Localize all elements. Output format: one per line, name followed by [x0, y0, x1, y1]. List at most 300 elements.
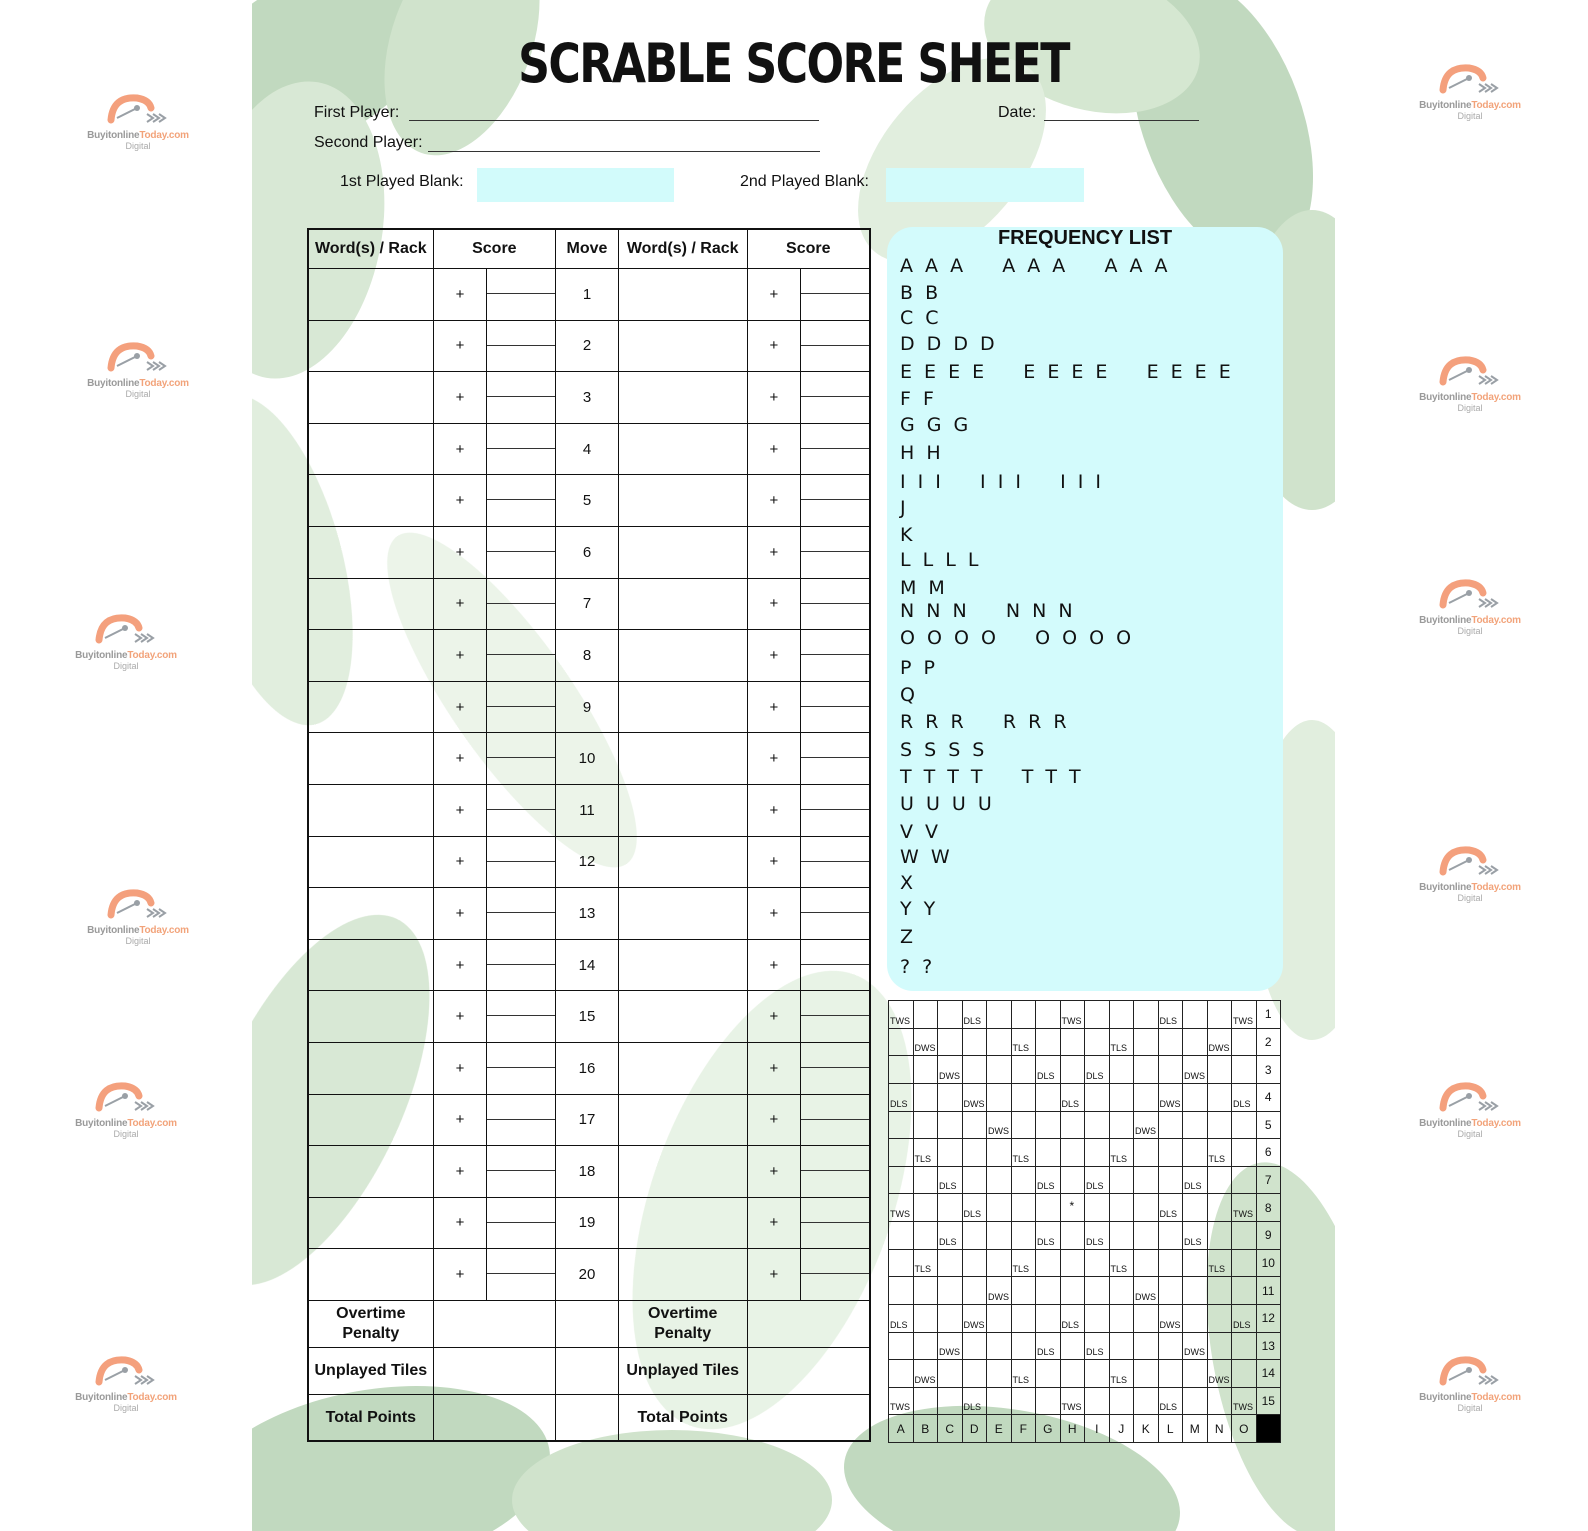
- board-cell[interactable]: [1183, 1139, 1208, 1167]
- board-cell[interactable]: [1109, 1360, 1134, 1388]
- player1-word-cell[interactable]: [308, 630, 433, 682]
- board-cell[interactable]: [1183, 1028, 1208, 1056]
- board-cell[interactable]: [987, 1304, 1012, 1332]
- board-cell[interactable]: [938, 1111, 963, 1139]
- player2-score-cell[interactable]: [801, 269, 870, 321]
- player1-score-cell[interactable]: [487, 269, 556, 321]
- first-player-line[interactable]: [409, 120, 819, 121]
- board-cell[interactable]: [1109, 1194, 1134, 1222]
- player2-score-cell[interactable]: [801, 733, 870, 785]
- board-cell[interactable]: [1183, 1360, 1208, 1388]
- board-cell[interactable]: [913, 1001, 938, 1029]
- board-cell[interactable]: [1011, 1304, 1036, 1332]
- board-cell[interactable]: [1036, 1028, 1061, 1056]
- board-cell[interactable]: [938, 1360, 963, 1388]
- player2-score-cell[interactable]: [801, 372, 870, 424]
- board-cell[interactable]: [938, 1249, 963, 1277]
- player1-word-cell[interactable]: [308, 836, 433, 888]
- board-cell[interactable]: [913, 1360, 938, 1388]
- board-cell[interactable]: [1011, 1222, 1036, 1250]
- board-cell[interactable]: [889, 1139, 914, 1167]
- board-cell[interactable]: [987, 1249, 1012, 1277]
- total-points-value-2[interactable]: [747, 1394, 870, 1441]
- board-cell[interactable]: [1060, 1111, 1085, 1139]
- board-cell[interactable]: [1036, 1111, 1061, 1139]
- board-cell[interactable]: [1060, 1277, 1085, 1305]
- board-cell[interactable]: [1183, 1083, 1208, 1111]
- player2-word-cell[interactable]: [618, 320, 747, 372]
- player1-score-cell[interactable]: [487, 733, 556, 785]
- second-player-line[interactable]: [428, 151, 820, 152]
- board-cell[interactable]: [987, 1222, 1012, 1250]
- board-cell[interactable]: [1232, 1028, 1257, 1056]
- overtime-penalty-value-2[interactable]: [747, 1300, 870, 1347]
- board-cell[interactable]: [1207, 1360, 1232, 1388]
- player2-score-cell[interactable]: [801, 681, 870, 733]
- board-cell[interactable]: [1060, 1139, 1085, 1167]
- player1-score-cell[interactable]: [487, 991, 556, 1043]
- board-cell[interactable]: [889, 1304, 914, 1332]
- board-cell[interactable]: [1109, 1304, 1134, 1332]
- board-cell[interactable]: [913, 1332, 938, 1360]
- board-cell[interactable]: [1158, 1194, 1183, 1222]
- player1-score-cell[interactable]: [487, 630, 556, 682]
- board-cell[interactable]: [1207, 1304, 1232, 1332]
- board-cell[interactable]: [987, 1056, 1012, 1084]
- board-cell[interactable]: [1085, 1111, 1110, 1139]
- player1-word-cell[interactable]: [308, 1197, 433, 1249]
- player2-score-cell[interactable]: [801, 475, 870, 527]
- board-cell[interactable]: [1060, 1360, 1085, 1388]
- board-cell[interactable]: [1011, 1194, 1036, 1222]
- player1-word-cell[interactable]: [308, 1249, 433, 1301]
- board-cell[interactable]: [1036, 1166, 1061, 1194]
- player1-score-cell[interactable]: [487, 423, 556, 475]
- board-cell[interactable]: [1232, 1166, 1257, 1194]
- board-cell[interactable]: [1134, 1304, 1159, 1332]
- board-cell[interactable]: [1207, 1083, 1232, 1111]
- board-cell[interactable]: [938, 1387, 963, 1415]
- board-cell[interactable]: [1060, 1001, 1085, 1029]
- player2-word-cell[interactable]: [618, 836, 747, 888]
- board-cell[interactable]: [1060, 1249, 1085, 1277]
- board-cell[interactable]: [1134, 1360, 1159, 1388]
- board-cell[interactable]: [1158, 1001, 1183, 1029]
- board-cell[interactable]: [1134, 1194, 1159, 1222]
- board-cell[interactable]: [1232, 1139, 1257, 1167]
- board-cell[interactable]: [1134, 1056, 1159, 1084]
- board-cell[interactable]: [913, 1194, 938, 1222]
- board-cell[interactable]: [938, 1139, 963, 1167]
- player2-word-cell[interactable]: [618, 681, 747, 733]
- board-cell[interactable]: [1011, 1277, 1036, 1305]
- player2-word-cell[interactable]: [618, 269, 747, 321]
- board-cell[interactable]: [889, 1166, 914, 1194]
- player2-word-cell[interactable]: [618, 888, 747, 940]
- board-cell[interactable]: [987, 1387, 1012, 1415]
- board-cell[interactable]: [1207, 1387, 1232, 1415]
- board-cell[interactable]: [1158, 1277, 1183, 1305]
- board-cell[interactable]: [1207, 1277, 1232, 1305]
- player1-word-cell[interactable]: [308, 784, 433, 836]
- board-cell[interactable]: [962, 1277, 987, 1305]
- board-cell[interactable]: [1060, 1166, 1085, 1194]
- board-cell[interactable]: [1085, 1001, 1110, 1029]
- player1-word-cell[interactable]: [308, 991, 433, 1043]
- board-cell[interactable]: [1060, 1332, 1085, 1360]
- board-cell[interactable]: [1158, 1111, 1183, 1139]
- board-cell[interactable]: [1158, 1387, 1183, 1415]
- board-cell[interactable]: [1232, 1056, 1257, 1084]
- board-cell[interactable]: [962, 1304, 987, 1332]
- player1-word-cell[interactable]: [308, 733, 433, 785]
- board-cell[interactable]: [1060, 1056, 1085, 1084]
- board-cell[interactable]: [1183, 1387, 1208, 1415]
- board-cell[interactable]: [1109, 1387, 1134, 1415]
- player1-score-cell[interactable]: [487, 1249, 556, 1301]
- total-points-value-1[interactable]: [433, 1394, 555, 1441]
- player1-word-cell[interactable]: [308, 578, 433, 630]
- board-cell[interactable]: [1207, 1111, 1232, 1139]
- board-cell[interactable]: [1232, 1387, 1257, 1415]
- board-cell[interactable]: [1183, 1056, 1208, 1084]
- board-cell[interactable]: [913, 1056, 938, 1084]
- board-cell[interactable]: [1109, 1056, 1134, 1084]
- board-cell[interactable]: [1134, 1139, 1159, 1167]
- board-cell[interactable]: [1158, 1249, 1183, 1277]
- board-cell[interactable]: [1036, 1001, 1061, 1029]
- board-cell[interactable]: [1085, 1332, 1110, 1360]
- board-cell[interactable]: [1207, 1166, 1232, 1194]
- board-cell[interactable]: [987, 1332, 1012, 1360]
- board-cell[interactable]: [1158, 1028, 1183, 1056]
- board-cell[interactable]: [962, 1166, 987, 1194]
- player1-score-cell[interactable]: [487, 1094, 556, 1146]
- board-cell[interactable]: [938, 1028, 963, 1056]
- board-cell[interactable]: [889, 1056, 914, 1084]
- board-cell[interactable]: [1158, 1222, 1183, 1250]
- board-cell[interactable]: [1183, 1194, 1208, 1222]
- board-cell[interactable]: [913, 1083, 938, 1111]
- board-cell[interactable]: [1232, 1249, 1257, 1277]
- player1-score-cell[interactable]: [487, 888, 556, 940]
- board-cell[interactable]: [1011, 1387, 1036, 1415]
- player1-word-cell[interactable]: [308, 888, 433, 940]
- board-cell[interactable]: [1085, 1056, 1110, 1084]
- board-cell[interactable]: [1134, 1111, 1159, 1139]
- board-cell[interactable]: [1109, 1166, 1134, 1194]
- board-cell[interactable]: [962, 1360, 987, 1388]
- board-cell[interactable]: [938, 1001, 963, 1029]
- board-cell[interactable]: [1232, 1277, 1257, 1305]
- board-cell[interactable]: [913, 1111, 938, 1139]
- player2-word-cell[interactable]: [618, 578, 747, 630]
- board-cell[interactable]: [1011, 1360, 1036, 1388]
- player1-score-cell[interactable]: [487, 1197, 556, 1249]
- board-cell[interactable]: [1207, 1001, 1232, 1029]
- board-cell[interactable]: [1232, 1304, 1257, 1332]
- board-cell[interactable]: [889, 1277, 914, 1305]
- board-cell[interactable]: [987, 1194, 1012, 1222]
- board-cell[interactable]: [889, 1360, 914, 1388]
- board-cell[interactable]: [962, 1249, 987, 1277]
- board-cell[interactable]: [1036, 1360, 1061, 1388]
- board-cell[interactable]: [1232, 1332, 1257, 1360]
- board-cell[interactable]: [962, 1056, 987, 1084]
- board-cell[interactable]: [1011, 1056, 1036, 1084]
- board-cell[interactable]: [1011, 1139, 1036, 1167]
- board-cell[interactable]: [889, 1194, 914, 1222]
- board-cell[interactable]: [1183, 1249, 1208, 1277]
- board-cell[interactable]: [1085, 1360, 1110, 1388]
- board-cell[interactable]: [987, 1360, 1012, 1388]
- board-cell[interactable]: [1109, 1277, 1134, 1305]
- board-cell[interactable]: [938, 1166, 963, 1194]
- board-cell[interactable]: [962, 1083, 987, 1111]
- player2-score-cell[interactable]: [801, 939, 870, 991]
- player1-score-cell[interactable]: [487, 1042, 556, 1094]
- board-cell[interactable]: [1183, 1001, 1208, 1029]
- player2-score-cell[interactable]: [801, 1197, 870, 1249]
- board-cell[interactable]: [1060, 1387, 1085, 1415]
- board-cell[interactable]: [1207, 1056, 1232, 1084]
- board-cell[interactable]: [1036, 1056, 1061, 1084]
- board-cell[interactable]: [1158, 1139, 1183, 1167]
- player2-word-cell[interactable]: [618, 1094, 747, 1146]
- player1-score-cell[interactable]: [487, 320, 556, 372]
- player2-word-cell[interactable]: [618, 423, 747, 475]
- board-cell[interactable]: [1232, 1111, 1257, 1139]
- board-cell[interactable]: [1109, 1249, 1134, 1277]
- player2-score-cell[interactable]: [801, 526, 870, 578]
- player1-word-cell[interactable]: [308, 423, 433, 475]
- player2-word-cell[interactable]: [618, 475, 747, 527]
- board-cell[interactable]: [1109, 1332, 1134, 1360]
- player2-score-cell[interactable]: [801, 423, 870, 475]
- board-cell[interactable]: [1207, 1194, 1232, 1222]
- player2-word-cell[interactable]: [618, 991, 747, 1043]
- board-cell[interactable]: [889, 1028, 914, 1056]
- board-cell[interactable]: [987, 1083, 1012, 1111]
- date-line[interactable]: [1044, 120, 1199, 121]
- player1-word-cell[interactable]: [308, 475, 433, 527]
- board-cell[interactable]: [1207, 1139, 1232, 1167]
- board-cell[interactable]: [962, 1332, 987, 1360]
- board-cell[interactable]: [1183, 1332, 1208, 1360]
- board-cell[interactable]: [938, 1194, 963, 1222]
- board-cell[interactable]: [962, 1387, 987, 1415]
- board-cell[interactable]: [1060, 1194, 1085, 1222]
- player1-word-cell[interactable]: [308, 372, 433, 424]
- player1-score-cell[interactable]: [487, 475, 556, 527]
- board-cell[interactable]: [1011, 1028, 1036, 1056]
- board-cell[interactable]: [1036, 1332, 1061, 1360]
- board-cell[interactable]: [1011, 1332, 1036, 1360]
- player2-score-cell[interactable]: [801, 836, 870, 888]
- player1-score-cell[interactable]: [487, 372, 556, 424]
- board-cell[interactable]: [889, 1387, 914, 1415]
- board-cell[interactable]: [1085, 1166, 1110, 1194]
- board-cell[interactable]: [1085, 1387, 1110, 1415]
- board-cell[interactable]: [1036, 1277, 1061, 1305]
- unplayed-tiles-value-2[interactable]: [747, 1347, 870, 1394]
- board-cell[interactable]: [1232, 1001, 1257, 1029]
- board-cell[interactable]: [1085, 1277, 1110, 1305]
- board-cell[interactable]: [962, 1028, 987, 1056]
- board-cell[interactable]: [1036, 1304, 1061, 1332]
- board-cell[interactable]: [1085, 1194, 1110, 1222]
- board-cell[interactable]: [962, 1001, 987, 1029]
- board-cell[interactable]: [889, 1222, 914, 1250]
- board-cell[interactable]: [1011, 1249, 1036, 1277]
- board-cell[interactable]: [1207, 1332, 1232, 1360]
- board-cell[interactable]: [1036, 1387, 1061, 1415]
- board-cell[interactable]: [913, 1166, 938, 1194]
- board-cell[interactable]: [987, 1166, 1012, 1194]
- board-cell[interactable]: [938, 1083, 963, 1111]
- board-cell[interactable]: [987, 1139, 1012, 1167]
- board-cell[interactable]: [889, 1083, 914, 1111]
- board-cell[interactable]: [1183, 1222, 1208, 1250]
- board-cell[interactable]: [1183, 1111, 1208, 1139]
- board-cell[interactable]: [1011, 1111, 1036, 1139]
- player2-score-cell[interactable]: [801, 1146, 870, 1198]
- unplayed-tiles-value-1[interactable]: [433, 1347, 555, 1394]
- player1-score-cell[interactable]: [487, 784, 556, 836]
- board-cell[interactable]: [1060, 1083, 1085, 1111]
- board-cell[interactable]: [1085, 1249, 1110, 1277]
- board-cell[interactable]: [1183, 1304, 1208, 1332]
- board-cell[interactable]: [1134, 1387, 1159, 1415]
- board-cell[interactable]: [1011, 1083, 1036, 1111]
- board-cell[interactable]: [1109, 1028, 1134, 1056]
- board-cell[interactable]: [913, 1139, 938, 1167]
- board-cell[interactable]: [938, 1304, 963, 1332]
- board-cell[interactable]: [889, 1249, 914, 1277]
- board-cell[interactable]: [1134, 1332, 1159, 1360]
- player2-word-cell[interactable]: [618, 1249, 747, 1301]
- board-cell[interactable]: [1232, 1222, 1257, 1250]
- player1-word-cell[interactable]: [308, 1146, 433, 1198]
- board-cell[interactable]: [1060, 1028, 1085, 1056]
- board-cell[interactable]: [889, 1111, 914, 1139]
- board-cell[interactable]: [1011, 1001, 1036, 1029]
- player1-word-cell[interactable]: [308, 269, 433, 321]
- board-cell[interactable]: [1060, 1304, 1085, 1332]
- board-cell[interactable]: [962, 1139, 987, 1167]
- board-cell[interactable]: [1134, 1249, 1159, 1277]
- player1-score-cell[interactable]: [487, 1146, 556, 1198]
- board-cell[interactable]: [1158, 1166, 1183, 1194]
- board-cell[interactable]: [889, 1332, 914, 1360]
- board-cell[interactable]: [987, 1028, 1012, 1056]
- player2-score-cell[interactable]: [801, 1042, 870, 1094]
- player1-score-cell[interactable]: [487, 939, 556, 991]
- board-cell[interactable]: [1109, 1139, 1134, 1167]
- board-cell[interactable]: [1158, 1360, 1183, 1388]
- board-cell[interactable]: [1036, 1222, 1061, 1250]
- board-cell[interactable]: [1085, 1304, 1110, 1332]
- player1-word-cell[interactable]: [308, 681, 433, 733]
- second-blank-box[interactable]: [886, 168, 1084, 202]
- board-cell[interactable]: [1036, 1194, 1061, 1222]
- board-cell[interactable]: [1085, 1028, 1110, 1056]
- board-cell[interactable]: [913, 1277, 938, 1305]
- board-cell[interactable]: [1134, 1222, 1159, 1250]
- player2-score-cell[interactable]: [801, 1094, 870, 1146]
- player1-score-cell[interactable]: [487, 681, 556, 733]
- player2-score-cell[interactable]: [801, 784, 870, 836]
- board-cell[interactable]: [962, 1222, 987, 1250]
- player1-score-cell[interactable]: [487, 836, 556, 888]
- player2-score-cell[interactable]: [801, 320, 870, 372]
- board-cell[interactable]: [1158, 1304, 1183, 1332]
- board-cell[interactable]: [913, 1249, 938, 1277]
- player2-word-cell[interactable]: [618, 733, 747, 785]
- board-cell[interactable]: [1060, 1222, 1085, 1250]
- board-cell[interactable]: [1207, 1028, 1232, 1056]
- board-cell[interactable]: [1085, 1222, 1110, 1250]
- board-cell[interactable]: [962, 1111, 987, 1139]
- board-cell[interactable]: [1109, 1111, 1134, 1139]
- board-cell[interactable]: [913, 1028, 938, 1056]
- board-cell[interactable]: [962, 1194, 987, 1222]
- board-cell[interactable]: [987, 1111, 1012, 1139]
- player1-score-cell[interactable]: [487, 526, 556, 578]
- board-cell[interactable]: [1158, 1083, 1183, 1111]
- board-cell[interactable]: [1134, 1166, 1159, 1194]
- board-cell[interactable]: [1085, 1139, 1110, 1167]
- player2-word-cell[interactable]: [618, 372, 747, 424]
- board-cell[interactable]: [889, 1001, 914, 1029]
- board-cell[interactable]: [938, 1222, 963, 1250]
- board-cell[interactable]: [913, 1304, 938, 1332]
- first-blank-box[interactable]: [477, 168, 674, 202]
- board-cell[interactable]: [1232, 1360, 1257, 1388]
- board-cell[interactable]: [1183, 1277, 1208, 1305]
- player2-score-cell[interactable]: [801, 991, 870, 1043]
- board-cell[interactable]: [1036, 1139, 1061, 1167]
- board-cell[interactable]: [1036, 1083, 1061, 1111]
- player1-word-cell[interactable]: [308, 526, 433, 578]
- board-cell[interactable]: [1232, 1194, 1257, 1222]
- player2-word-cell[interactable]: [618, 1197, 747, 1249]
- board-cell[interactable]: [987, 1001, 1012, 1029]
- board-cell[interactable]: [1134, 1277, 1159, 1305]
- board-cell[interactable]: [1232, 1083, 1257, 1111]
- player1-word-cell[interactable]: [308, 320, 433, 372]
- board-cell[interactable]: [1085, 1083, 1110, 1111]
- board-cell[interactable]: [1134, 1083, 1159, 1111]
- board-cell[interactable]: [1109, 1222, 1134, 1250]
- board-cell[interactable]: [1158, 1056, 1183, 1084]
- board-cell[interactable]: [1207, 1249, 1232, 1277]
- board-cell[interactable]: [938, 1056, 963, 1084]
- player2-word-cell[interactable]: [618, 630, 747, 682]
- board-cell[interactable]: [938, 1277, 963, 1305]
- board-cell[interactable]: [938, 1332, 963, 1360]
- overtime-penalty-value-1[interactable]: [433, 1300, 555, 1347]
- player2-word-cell[interactable]: [618, 784, 747, 836]
- board-cell[interactable]: [1109, 1001, 1134, 1029]
- board-cell[interactable]: [1134, 1028, 1159, 1056]
- player1-score-cell[interactable]: [487, 578, 556, 630]
- board-cell[interactable]: [1011, 1166, 1036, 1194]
- player1-word-cell[interactable]: [308, 1042, 433, 1094]
- player2-word-cell[interactable]: [618, 526, 747, 578]
- player2-word-cell[interactable]: [618, 939, 747, 991]
- board-cell[interactable]: [1036, 1249, 1061, 1277]
